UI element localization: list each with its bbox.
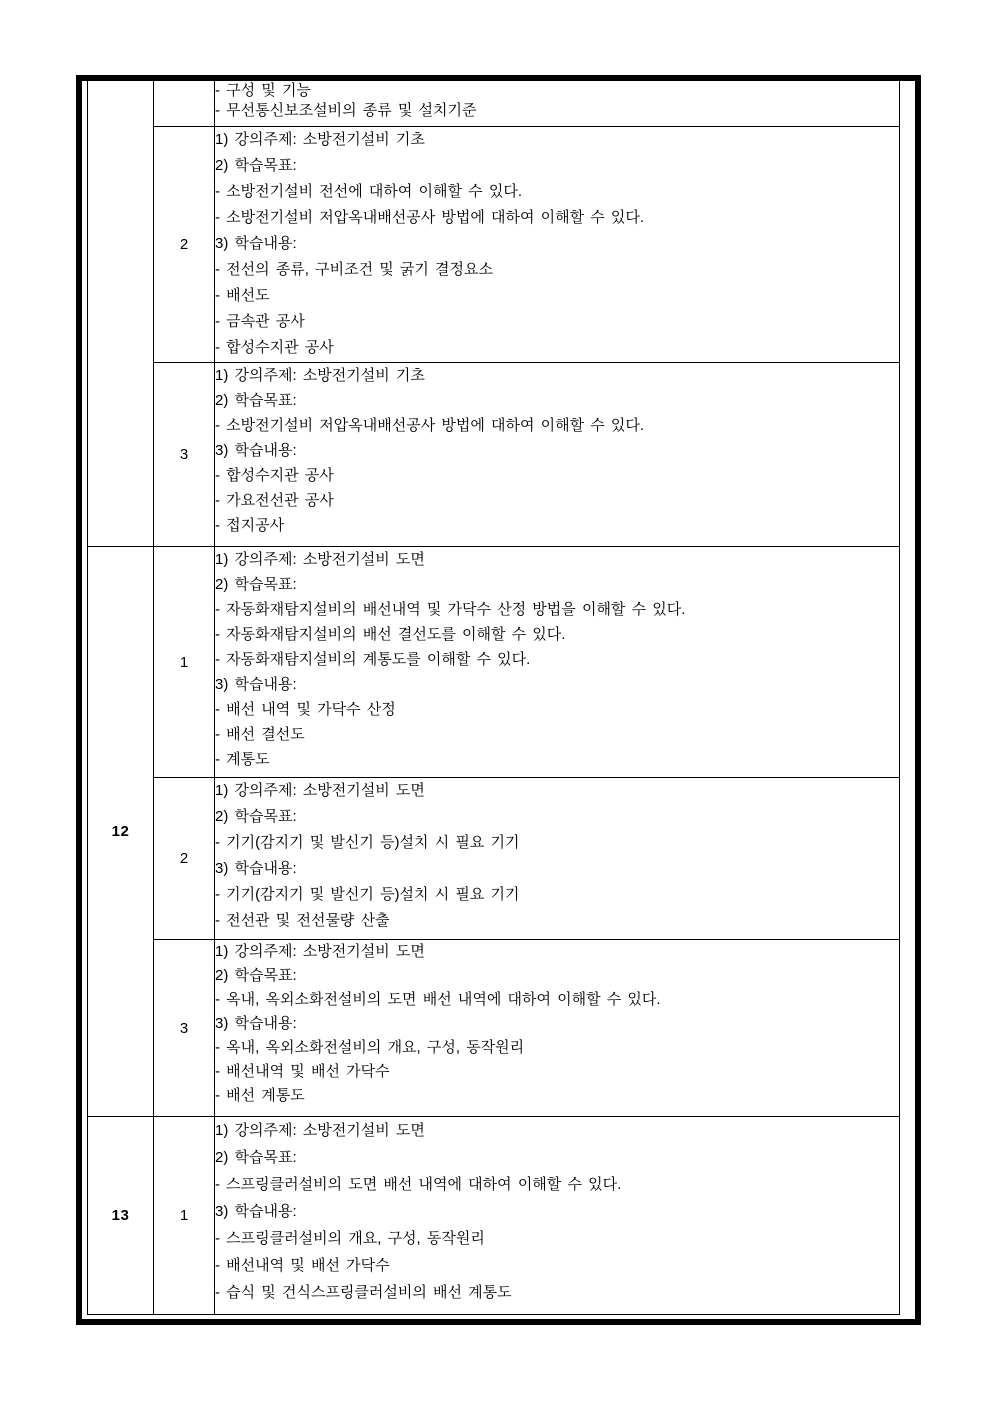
- content-line: - 스프링클러설비의 개요, 구성, 동작원리: [215, 1230, 485, 1247]
- content-line: 2) 학습목표:: [215, 157, 297, 174]
- content-line: - 배선내역 및 배선 가닥수: [215, 1257, 390, 1274]
- content-line: - 계통도: [215, 751, 270, 768]
- content-line: - 기기(감지기 및 발신기 등)설치 시 필요 기기: [215, 834, 520, 851]
- content-line: - 소방전기설비 전선에 대하여 이해할 수 있다.: [215, 183, 522, 200]
- week-cell: 12: [88, 547, 154, 1117]
- content-line: 1) 강의주제: 소방전기설비 기초: [215, 131, 425, 148]
- week-cell: 13: [88, 1117, 154, 1315]
- content-line: 2) 학습목표:: [215, 808, 297, 825]
- content-line: 1) 강의주제: 소방전기설비 도면: [215, 551, 425, 568]
- content-line: 2) 학습목표:: [215, 576, 297, 593]
- session-cell: 2: [154, 127, 215, 363]
- content-line: 1) 강의주제: 소방전기설비 도면: [215, 782, 425, 799]
- content-line: 1) 강의주제: 소방전기설비 도면: [215, 943, 425, 960]
- content-cell: [215, 363, 900, 547]
- content-line: - 옥내, 옥외소화전설비의 개요, 구성, 동작원리: [215, 1039, 525, 1056]
- content-line: - 자동화재탐지설비의 배선내역 및 가닥수 산정 방법을 이해할 수 있다.: [215, 601, 686, 618]
- content-line: 3) 학습내용:: [215, 1015, 297, 1032]
- content-line: 2) 학습목표:: [215, 967, 297, 984]
- session-cell: 2: [154, 778, 215, 940]
- content-line: 3) 학습내용:: [215, 235, 297, 252]
- table-row: [88, 363, 900, 547]
- content-line: - 전선관 및 전선물량 산출: [215, 912, 390, 929]
- content-line: - 전선의 종류, 구비조건 및 굵기 결정요소: [215, 261, 494, 278]
- content-line: - 배선도: [215, 287, 270, 304]
- week-cell: [88, 81, 154, 547]
- syllabus-table-body: [88, 81, 900, 1315]
- content-line: 1) 강의주제: 소방전기설비 도면: [215, 1122, 425, 1139]
- table-row: [88, 778, 900, 940]
- content-line: 3) 학습내용:: [215, 1203, 297, 1220]
- content-line: - 습식 및 건식스프링클러설비의 배선 계통도: [215, 1284, 512, 1301]
- table-row: [88, 127, 900, 363]
- session-cell: 1: [154, 1117, 215, 1315]
- content-cell: [215, 81, 900, 127]
- table-row: [88, 81, 900, 127]
- session-cell: 3: [154, 940, 215, 1117]
- session-cell: 3: [154, 363, 215, 547]
- session-cell: 1: [154, 547, 215, 778]
- session-cell: [154, 81, 215, 127]
- content-line: - 소방전기설비 저압옥내배선공사 방법에 대하여 이해할 수 있다.: [215, 209, 645, 226]
- content-line: 2) 학습목표:: [215, 392, 297, 409]
- content-line: - 옥내, 옥외소화전설비의 도면 배선 내역에 대하여 이해할 수 있다.: [215, 991, 661, 1008]
- content-line: - 합성수지관 공사: [215, 467, 334, 484]
- content-line: - 배선내역 및 배선 가닥수: [215, 1063, 390, 1080]
- content-cell: [215, 940, 900, 1117]
- content-line: - 자동화재탐지설비의 배선 결선도를 이해할 수 있다.: [215, 626, 566, 643]
- syllabus-table: [87, 80, 900, 1315]
- table-row: [88, 547, 900, 778]
- content-line: - 접지공사: [215, 517, 285, 534]
- content-line: - 금속관 공사: [215, 313, 305, 330]
- content-line: - 가요전선관 공사: [215, 492, 334, 509]
- content-line: - 구성 및 기능: [215, 82, 311, 99]
- table-row: [88, 1117, 900, 1315]
- content-cell: [215, 778, 900, 940]
- content-cell: [215, 127, 900, 363]
- content-line: - 소방전기설비 저압옥내배선공사 방법에 대하여 이해할 수 있다.: [215, 417, 645, 434]
- content-line: 1) 강의주제: 소방전기설비 기초: [215, 367, 425, 384]
- content-line: - 기기(감지기 및 발신기 등)설치 시 필요 기기: [215, 886, 520, 903]
- content-line: 2) 학습목표:: [215, 1149, 297, 1166]
- table-row: [88, 940, 900, 1117]
- content-line: - 자동화재탐지설비의 계통도를 이해할 수 있다.: [215, 651, 531, 668]
- content-line: - 배선 계통도: [215, 1087, 305, 1104]
- content-cell: [215, 547, 900, 778]
- content-line: 3) 학습내용:: [215, 860, 297, 877]
- content-cell: [215, 1117, 900, 1315]
- content-line: 3) 학습내용:: [215, 442, 297, 459]
- content-line: - 배선 내역 및 가닥수 산정: [215, 701, 396, 718]
- content-line: - 합성수지관 공사: [215, 339, 334, 356]
- content-line: - 스프링클러설비의 도면 배선 내역에 대하여 이해할 수 있다.: [215, 1176, 622, 1193]
- content-line: - 배선 결선도: [215, 726, 305, 743]
- content-line: 3) 학습내용:: [215, 676, 297, 693]
- content-line: - 무선통신보조설비의 종류 및 설치기준: [215, 102, 477, 119]
